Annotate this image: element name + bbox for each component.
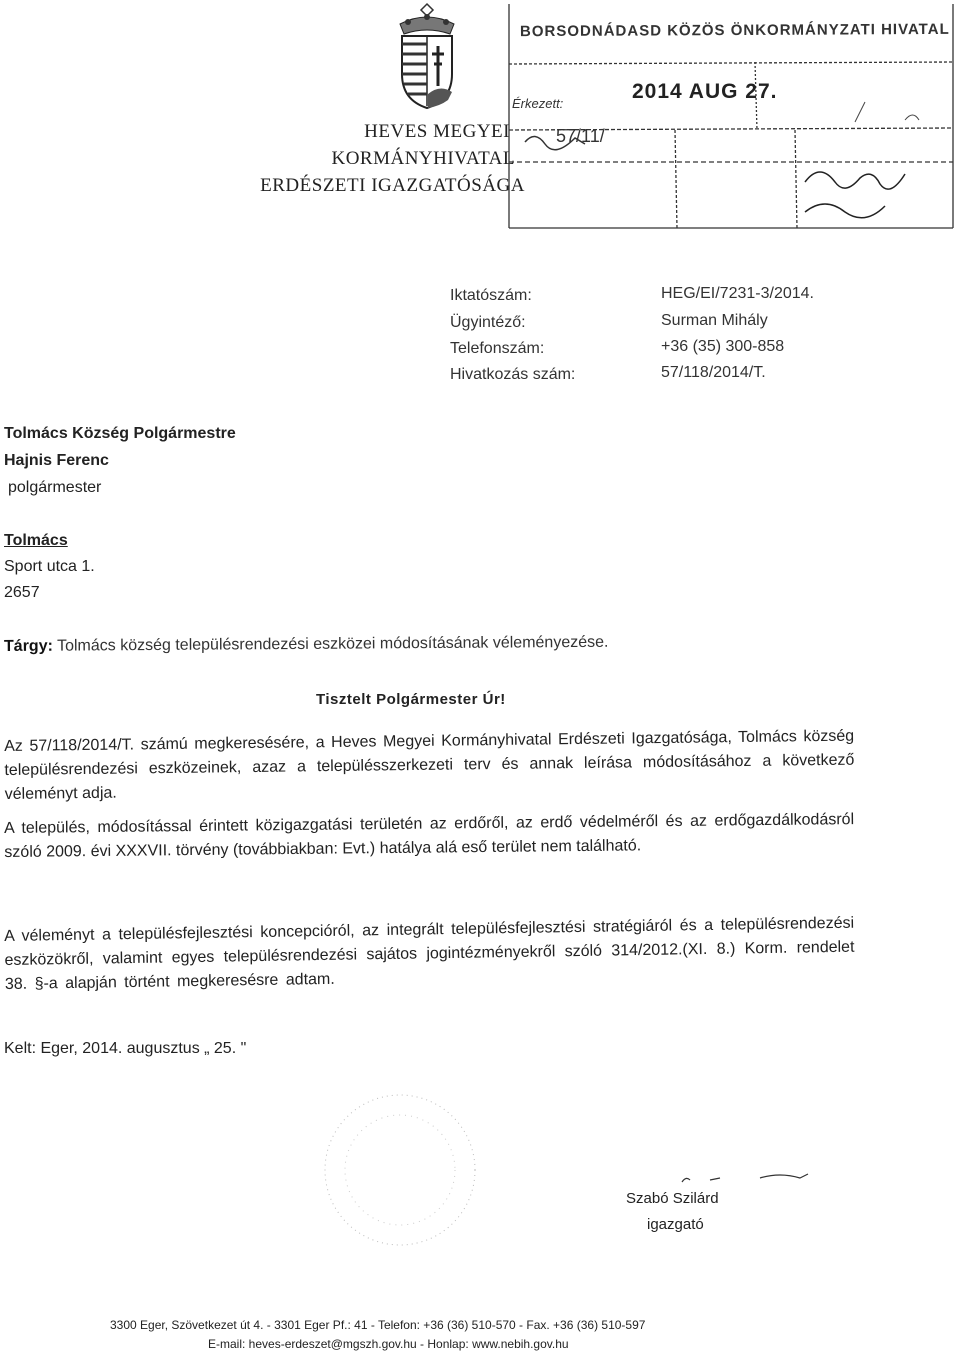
addressee-zip: 2657 (4, 584, 40, 601)
subject-text: Tolmács község településrendezési eszközei módosításának véleményezése. (56, 633, 609, 655)
footer-contact: E-mail: heves-erdeszet@mgszh.gov.hu - Honlap: www.nebih.gov.hu (208, 1337, 569, 1351)
addressee-city: Tolmács (4, 532, 68, 549)
body-paragraph-3: A véleményt a településfejlesztési koncepcióról, az integrált településfejlesztési stratégiáról és a településrendezési eszközökről, valamint egyes településrendezési sajátos jogintézményekről szóló 314/2012.(XI. 8.) Korm. rendelet 38. §-a alapján történt megkeresésre adtam. (4, 914, 855, 993)
org-name-line1: HEVES MEGYEI (364, 121, 510, 142)
stamp-title: BORSODNÁDASD KÖZÖS ÖNKORMÁNYZATI HIVATAL (519, 20, 950, 41)
stamp-received-date: 2014 AUG 27. (632, 80, 778, 103)
addressee-line1: Tolmács Község Polgármestre (4, 425, 236, 442)
signatory-name: Szabó Szilárd (626, 1190, 719, 1207)
addressee-street: Sport utca 1. (4, 558, 95, 575)
footer-address: 3300 Eger, Szövetkezet út 4. - 3301 Eger Pf.: 41 - Telefon: +36 (36) 510-570 - Fax. +36 (36) 510-597 (110, 1318, 646, 1332)
signature-scribble (680, 1168, 840, 1188)
ref-label-case-officer: Ügyintéző: (450, 314, 526, 331)
ref-label-reference-number: Hivatkozás szám: (450, 366, 576, 383)
ref-value-phone: +36 (35) 300-858 (661, 338, 785, 355)
ref-label-filing-number: Iktatószám: (450, 287, 532, 304)
org-name-line2: KORMÁNYHIVATAL (331, 148, 515, 169)
official-seal-faint (320, 1075, 480, 1265)
date-line: Kelt: Eger, 2014. augusztus „ 25. " (4, 1040, 247, 1057)
ref-value-filing-number: HEG/EI/7231-3/2014. (661, 285, 814, 302)
signatory-title: igazgató (647, 1216, 704, 1233)
body-paragraph-1: Az 57/118/2014/T. számú megkeresésére, a Heves Megyei Kormányhivatal Erdészeti Igazgatósága, Tolmács község településrendezési eszközeinek, azaz a településszerkezeti terv és annak leírása módosításához a következő véleményt adja. (4, 727, 855, 803)
coat-of-arms-logo (388, 2, 466, 110)
body-paragraph-2: A település, módosítással érintett közigazgatási területén az erdőről, az erdő védelméről és az erdőgazdálkodásról szóló 2009. évi XXXVII. törvény (továbbiakban: Evt.) hatálya alá eső terület nem található. (4, 811, 855, 861)
stamp-received-label: Érkezett: (512, 96, 564, 111)
subject-label: Tárgy: (3, 637, 53, 655)
ref-value-case-officer: Surman Mihály (661, 312, 768, 329)
addressee-role: polgármester (8, 479, 102, 496)
addressee-name: Hajnis Ferenc (4, 452, 109, 469)
ref-label-phone: Telefonszám: (450, 340, 545, 357)
org-name-line3: ERDÉSZETI IGAZGATÓSÁGA (260, 175, 525, 196)
stamp-handwritten-number: 57/11/ (556, 126, 605, 146)
salutation: Tisztelt Polgármester Úr! (316, 691, 506, 708)
ref-value-reference-number: 57/118/2014/T. (661, 364, 766, 381)
subject-line (4, 634, 609, 656)
